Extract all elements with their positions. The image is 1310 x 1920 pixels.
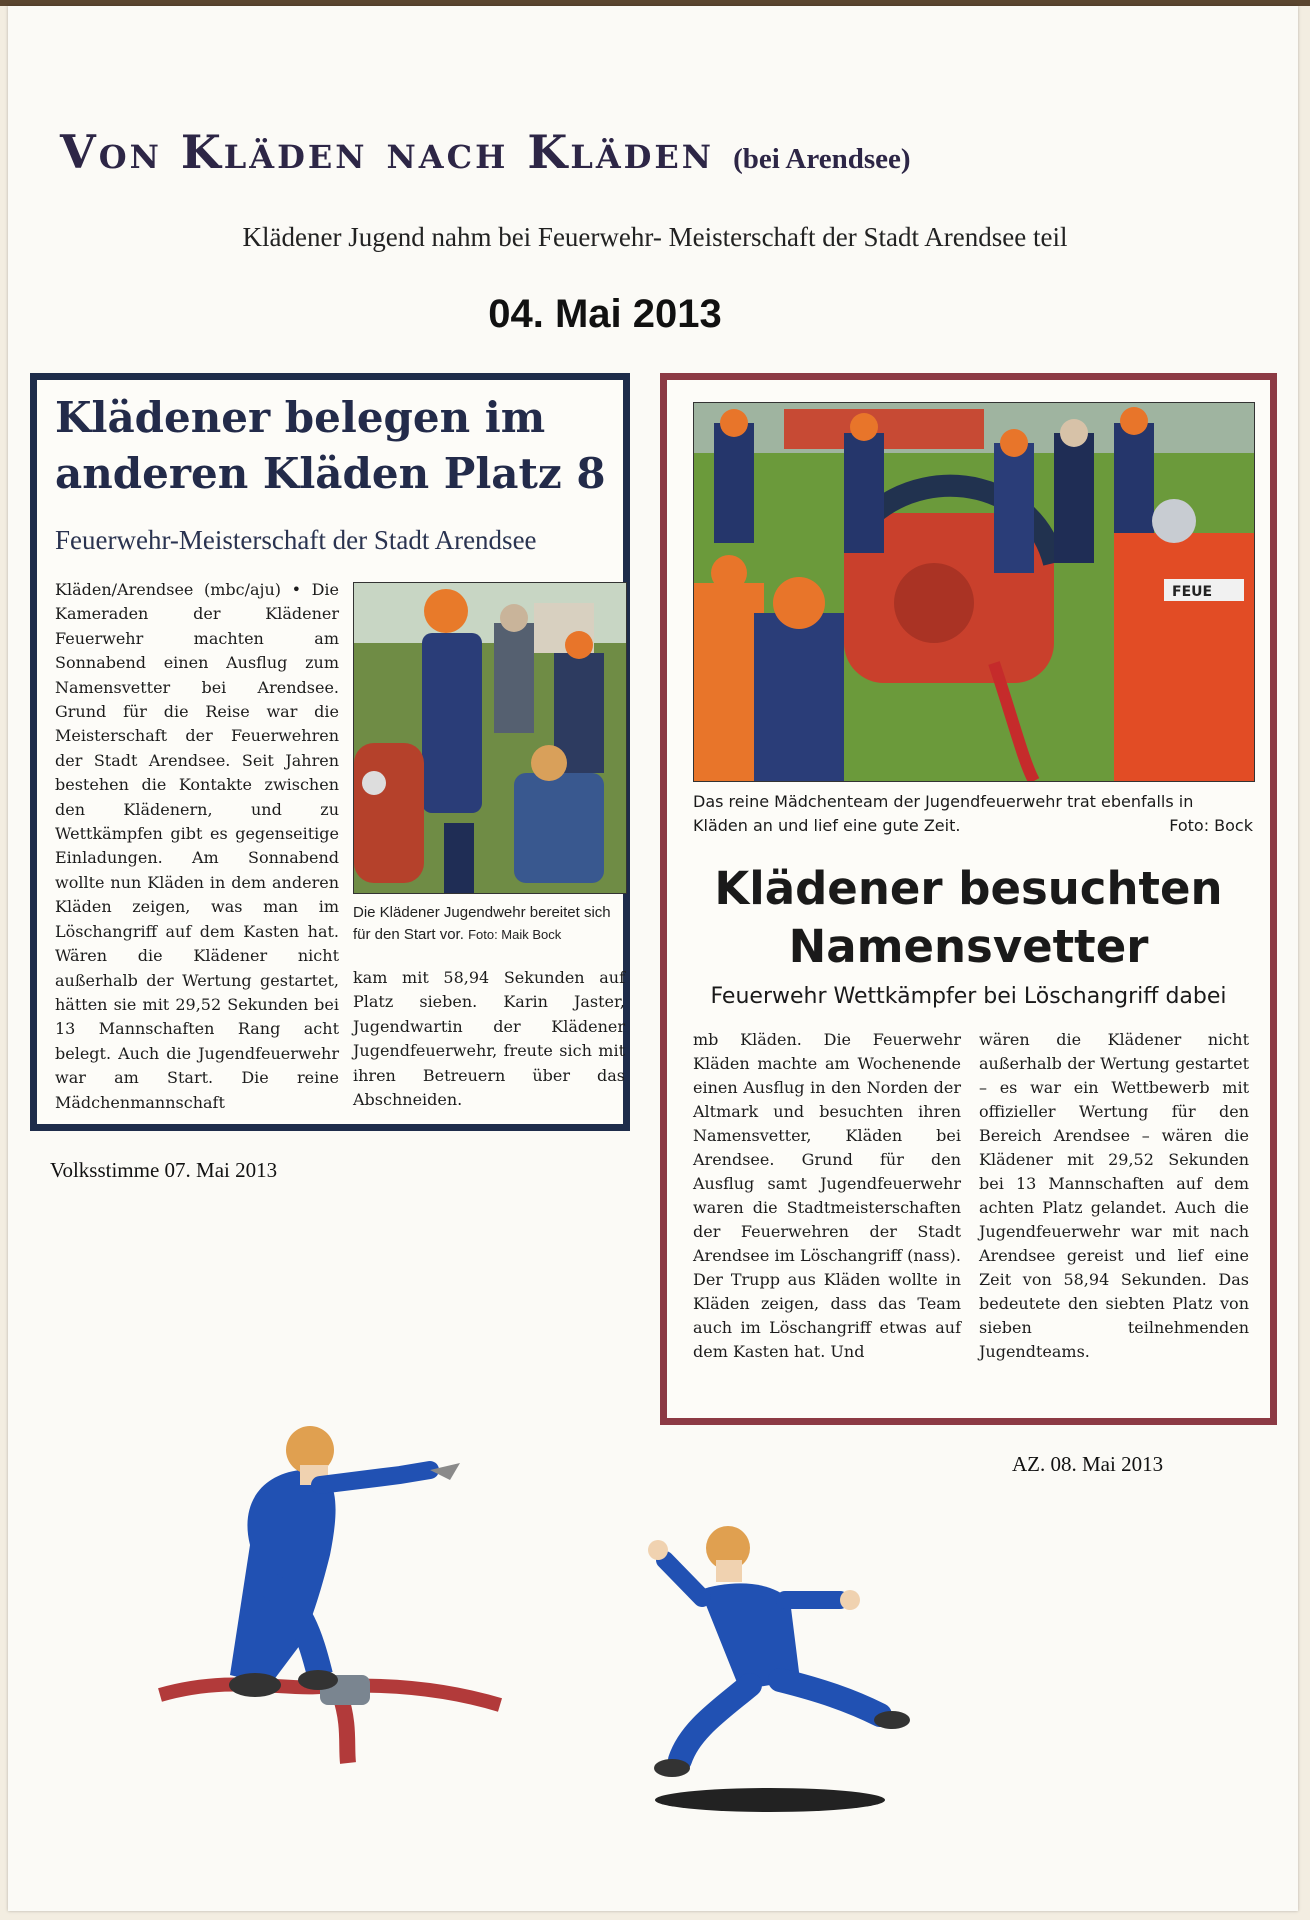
headline-line-2: anderen Kläden Platz 8: [55, 449, 606, 498]
source-volksstimme: Volksstimme 07. Mai 2013: [50, 1158, 278, 1182]
firefighter-jumping-illustration: [150, 1425, 510, 1765]
photo-caption: [693, 790, 1253, 838]
article-az: [660, 373, 1277, 1425]
photo-girls-team-image: [694, 403, 1254, 781]
article-deck: Feuerwehr Wettkämpfer bei Löschangriff dabei: [710, 984, 1227, 1009]
article-volksstimme: [30, 373, 630, 1131]
photo-youth-team-image: [354, 583, 626, 893]
headline-line-2: Namensvetter: [788, 920, 1149, 973]
article-column-1: Kläden/Arendsee (mbc/aju) • Die Kameraden der Klädener Feuerwehr machten am Sonnabend einen Ausflug zum Namensvetter bei Arendsee. Grund für die Reise war die Meisterschaft der Feuerwehren der Stadt Arendsee. Seit Jahren bestehen die Kontakte zwischen den Klädenern, und zu Wettkämpfen gibt es gegenseitige Einladungen. Am Sonnabend wollte nun Kläden in dem anderen Kläden zeigen, was man im Löschangriff auf dem Kasten hat. Wären die Klädener nicht außerhalb der Wertung gestartet, hätten sie mit 29,52 Sekunden bei 13 Mannschaften Rang acht belegt. Auch die Jugendfeuerwehr war am Start. Die reine Mädchenmannschaft: [55, 580, 339, 1112]
page-subtitle: Klädener Jugend nahm bei Feuerwehr- Meisterschaft der Stadt Arendsee teil: [242, 222, 1068, 252]
photo-caption-text: Die Klädener Jugendwehr bereitet sich für den Start vor.: [353, 904, 611, 943]
photo-girls-team: [693, 402, 1255, 782]
firefighter-running-illustration: [640, 1520, 950, 1820]
jacket-lettering: FEUE: [1172, 584, 1213, 600]
article-deck: Feuerwehr-Meisterschaft der Stadt Arendsee: [55, 525, 537, 555]
headline-line-1: Klädener belegen im: [55, 393, 546, 442]
source-az: AZ. 08. Mai 2013: [1012, 1452, 1164, 1476]
headline-line-1: Klädener besuchten: [714, 862, 1223, 915]
article-headline: [55, 390, 615, 502]
article-column-2: wären die Klädener nicht außerhalb der Wertung gestartet – es war ein Wettbewerb mit offizieller Wertung für den Bereich Arendsee – wären die Klädener mit 29,52 Sekunden bei 13 Mannschaften auf dem achten Platz gelandet. Auch die Jugendfeuerwehr war mit nach Arendsee gereist und lief eine Zeit von 58,94 Sekunden. Das bedeutete den siebten Platz von sieben teilnehmenden Jugendteams.: [979, 1030, 1249, 1361]
article-column-1: mb Kläden. Die Feuerwehr Kläden machte am Wochenende einen Ausflug in den Norden der Altmark und besuchten ihren Namensvetter, Kläden bei Arendsee. Grund für den Ausflug samt Jugendfeuerwehr waren die Stadtmeisterschaften der Feuerwehren der Stadt Arendsee im Löschangriff (nass). Der Trupp aus Kläden wollte in Kläden zeigen, dass das Team auch im Löschangriff etwas auf dem Kasten hat. Und: [693, 1030, 961, 1361]
page-date: 04. Mai 2013: [488, 292, 722, 336]
photo-credit: Foto: Maik Bock: [468, 927, 562, 942]
title-main: Von Kläden nach Kläden: [60, 125, 715, 179]
photo-caption: [353, 902, 625, 946]
page-title: [60, 125, 1260, 179]
title-suffix: (bei Arendsee): [733, 143, 911, 175]
photo-caption-text: Das reine Mädchenteam der Jugendfeuerwehr trat ebenfalls in Kläden an und lief eine gute Zeit.: [693, 792, 1194, 835]
photo-credit: Foto: Bock: [1169, 816, 1253, 835]
photo-youth-team: [353, 582, 627, 894]
article-column-2: kam mit 58,94 Sekunden auf Platz sieben. Karin Jaster, Jugendwartin der Klädener Jugendfeuerwehr, freute sich mit ihren Betreuern über das Abschneiden.: [353, 968, 625, 1110]
article-headline: [667, 860, 1270, 976]
